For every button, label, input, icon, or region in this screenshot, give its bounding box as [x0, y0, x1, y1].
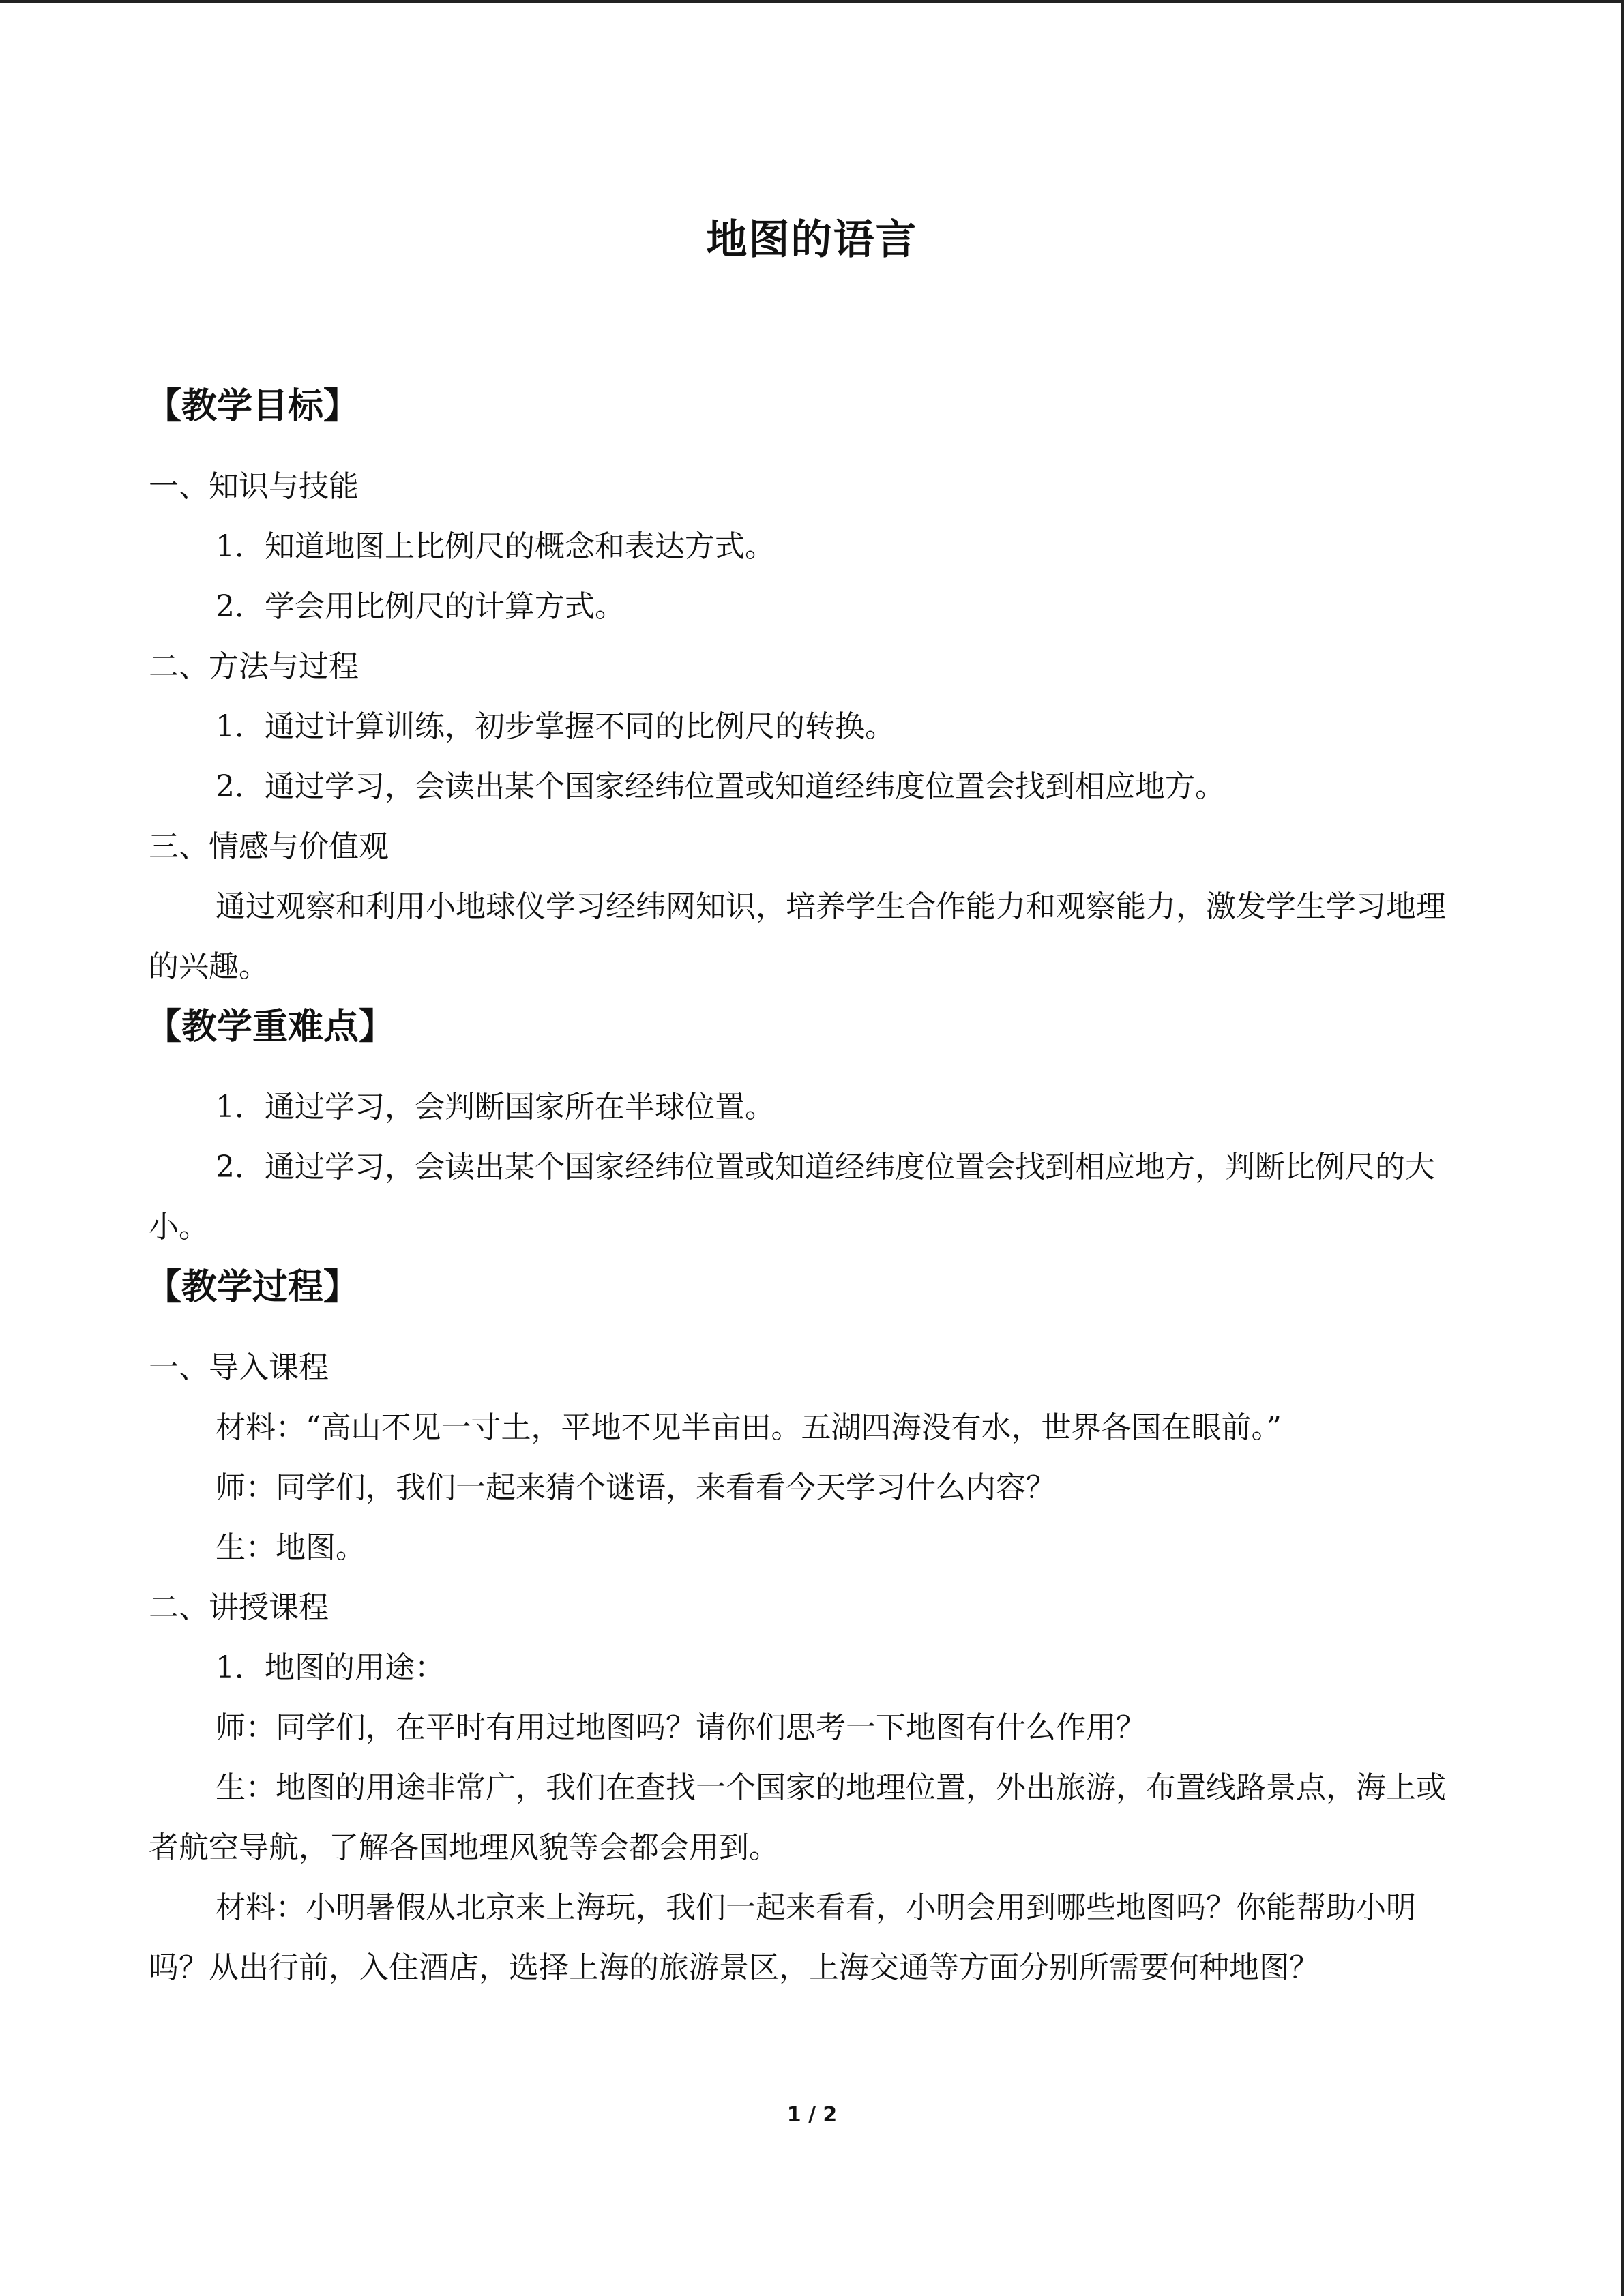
body-paragraph: 2．通过学习，会读出某个国家经纬位置或知道经纬度位置会找到相应地方。	[216, 769, 1225, 804]
subsection-heading: 二、方法与过程	[149, 649, 359, 684]
subsection-heading: 二、讲授课程	[149, 1590, 329, 1625]
document-body	[146, 382, 1475, 1998]
subsection-heading: 一、知识与技能	[149, 469, 359, 504]
body-paragraph: 1．知道地图上比例尺的概念和表达方式。	[216, 529, 775, 564]
body-paragraph: 师：同学们，我们一起来猜个谜语，来看看今天学习什么内容？	[216, 1470, 1056, 1505]
body-paragraph: 1．通过学习，会判断国家所在半球位置。	[216, 1090, 775, 1124]
section-gap	[149, 1257, 1475, 1263]
body-paragraph: 1．地图的用途：	[216, 1650, 445, 1685]
body-paragraph: 生：地图。	[216, 1530, 366, 1565]
section-heading: 【教学过程】	[146, 1267, 359, 1308]
subsection-heading: 三、情感与价值观	[149, 829, 389, 864]
body-paragraph: 1．通过计算训练，初步掌握不同的比例尺的转换。	[216, 709, 895, 744]
section-heading: 【教学重难点】	[146, 1007, 395, 1047]
body-paragraph: 材料：“高山不见一寸土，平地不见半亩田。五湖四海没有水，世界各国在眼前。”	[216, 1410, 1282, 1445]
section-gap	[149, 997, 1475, 1002]
body-paragraph: 材料：小明暑假从北京来上海玩，我们一起来看看，小明会用到哪些地图吗？你能帮助小明吗？从出行前，入住酒店，选择上海的旅游景区，上海交通等方面分别所需要何种地图？	[149, 1890, 1416, 1985]
document-title: 地图的语言	[706, 216, 918, 264]
body-paragraph: 2．学会用比例尺的计算方式。	[216, 589, 625, 624]
body-paragraph: 2．通过学习，会读出某个国家经纬位置或知道经纬度位置会找到相应地方，判断比例尺的大小。	[149, 1150, 1435, 1244]
body-paragraph: 生：地图的用途非常广，我们在查找一个国家的地理位置，外出旅游，布置线路景点，海上或者航空导航，了解各国地理风貌等会都会用到。	[149, 1770, 1446, 1865]
subsection-heading: 一、导入课程	[149, 1350, 329, 1385]
page-number: 1 / 2	[786, 2103, 838, 2127]
body-paragraph: 师：同学们，在平时有用过地图吗？请你们思考一下地图有什么作用？	[216, 1710, 1146, 1745]
body-paragraph: 通过观察和利用小地球仪学习经纬网知识，培养学生合作能力和观察能力，激发学生学习地理的兴趣。	[149, 889, 1446, 984]
document-page	[146, 0, 1475, 2296]
section-heading: 【教学目标】	[146, 386, 359, 427]
page-border-right	[1621, 0, 1624, 2296]
